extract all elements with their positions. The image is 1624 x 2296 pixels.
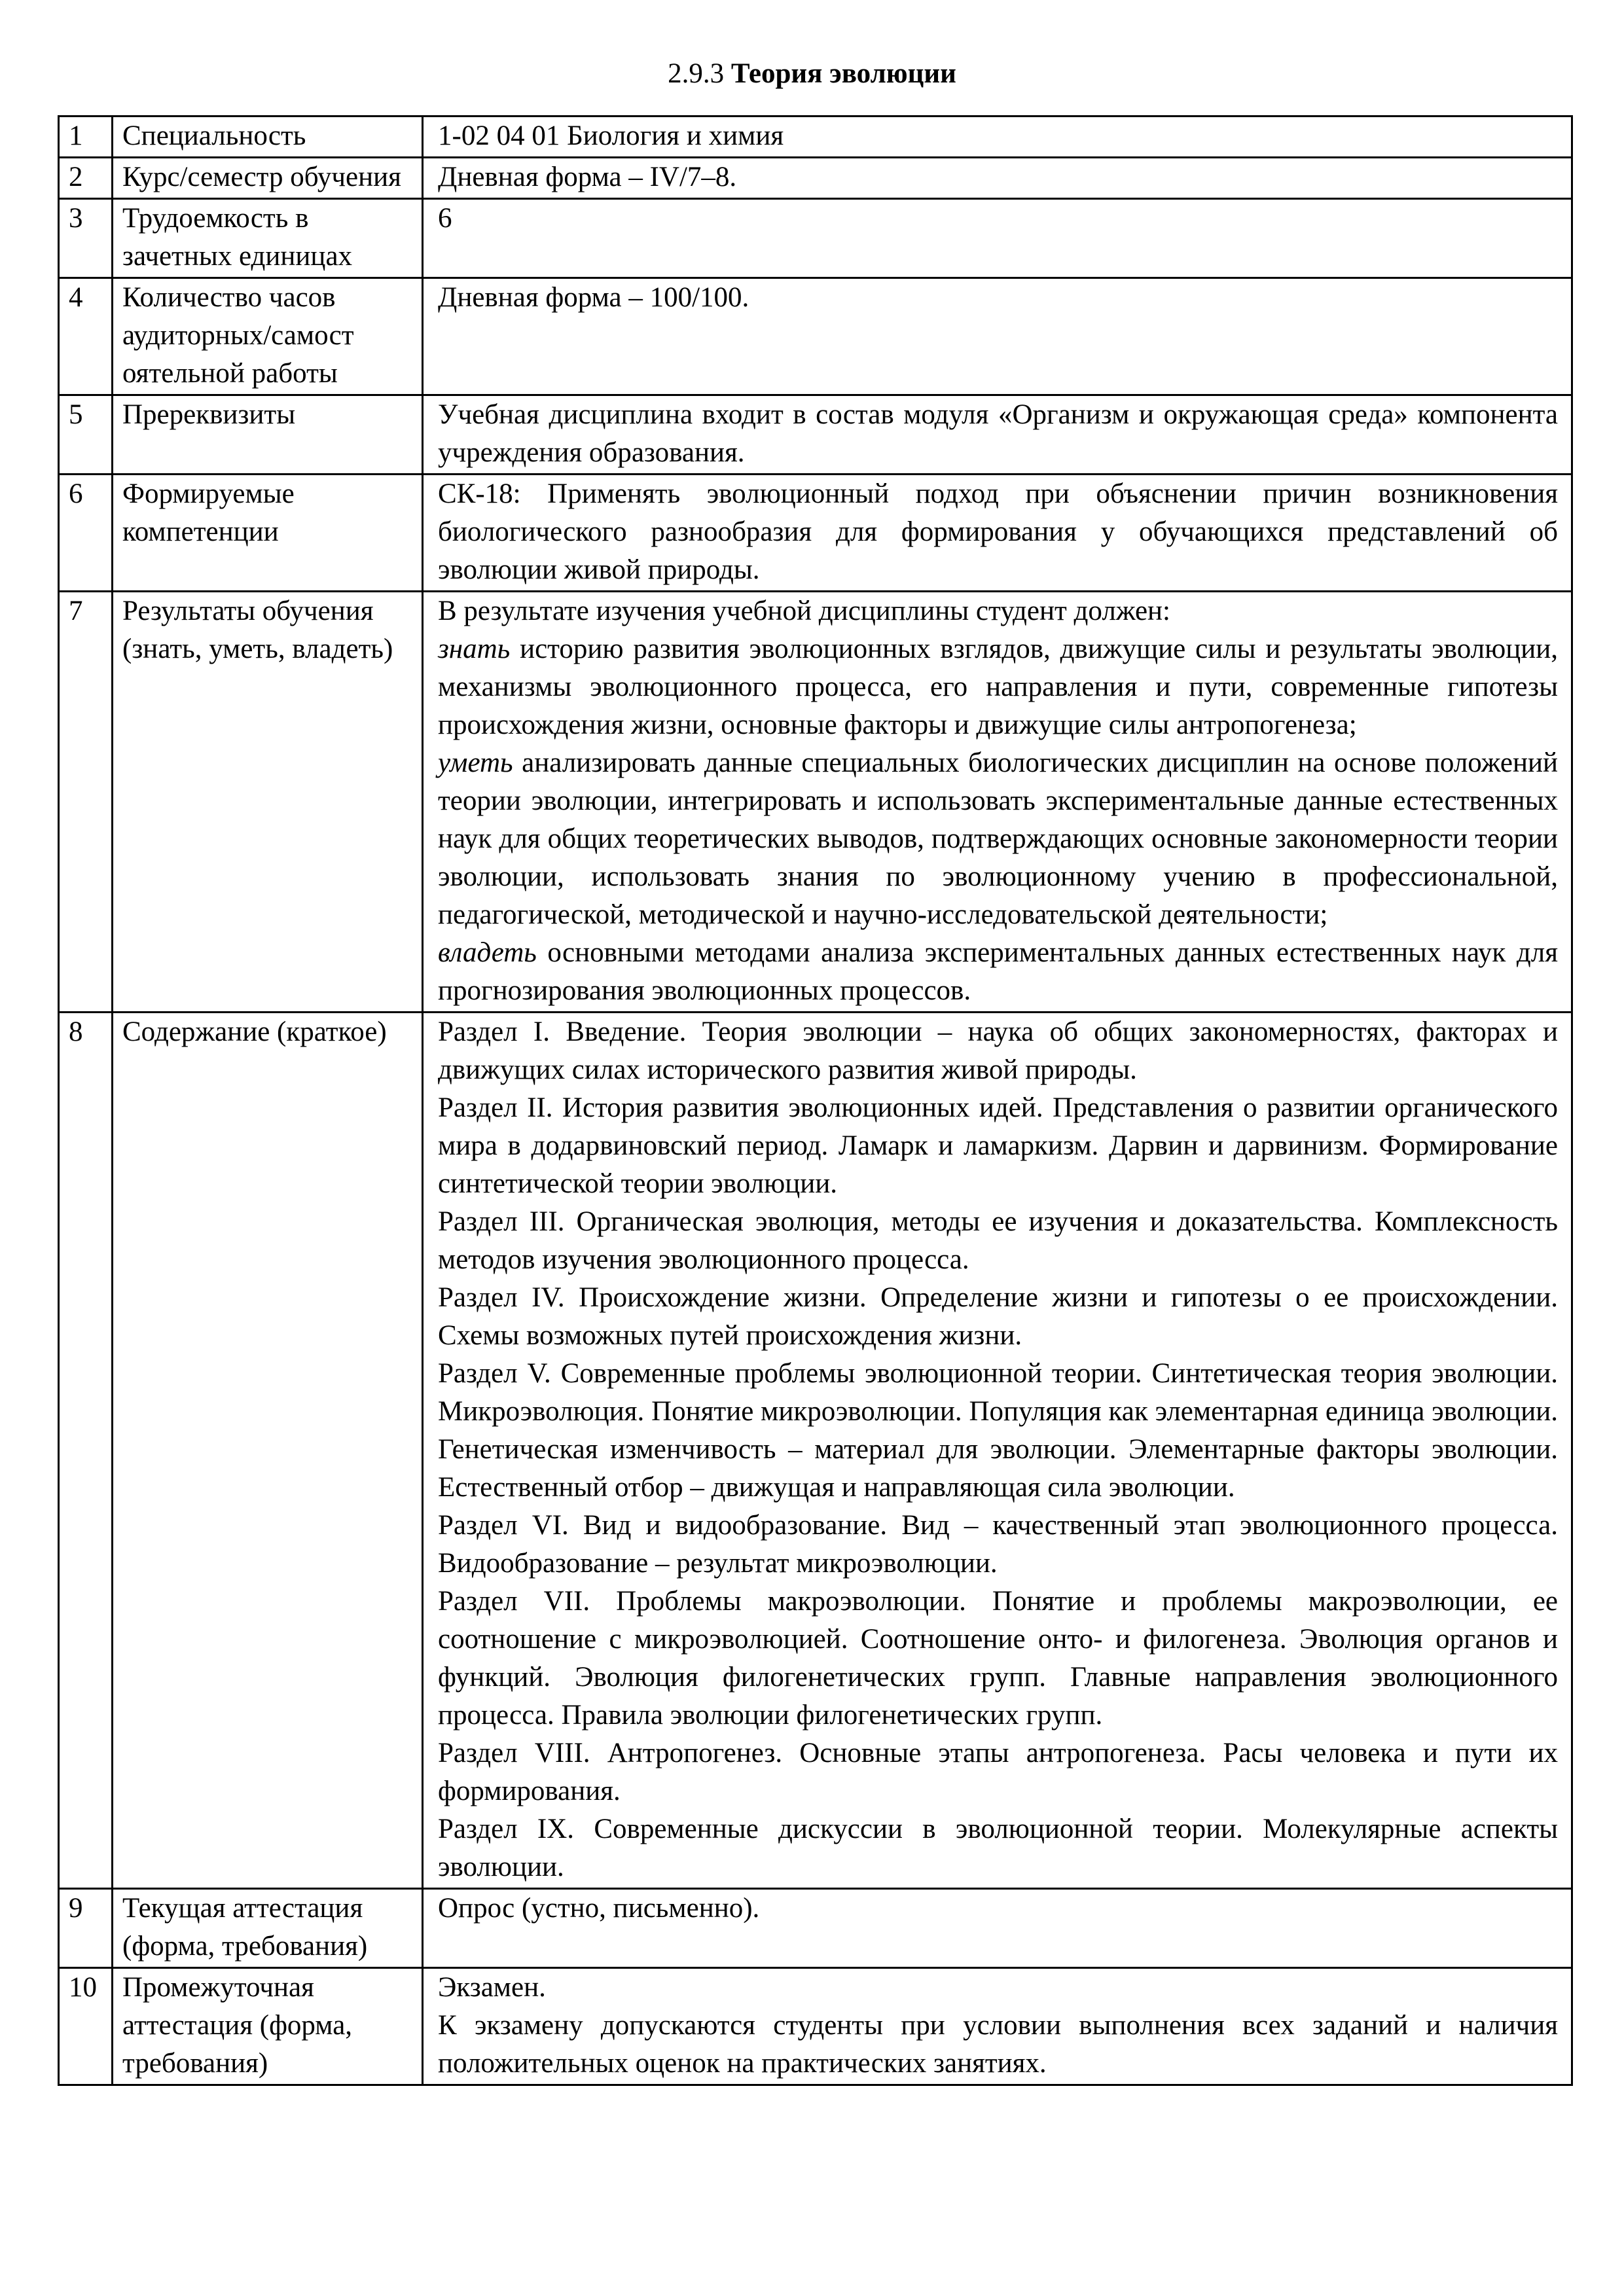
table-row	[59, 475, 1572, 592]
value-paragraph	[438, 396, 1558, 472]
lead-term: уметь	[438, 747, 513, 778]
paragraph-text: 6	[438, 203, 452, 234]
lead-term: знать	[438, 634, 511, 664]
row-number: 9	[59, 1889, 113, 1968]
row-label: Результаты обучения (знать, уметь, владеть)	[113, 592, 423, 1013]
paragraph-text: Опрос (устно, письменно).	[438, 1893, 760, 1924]
row-number: 6	[59, 475, 113, 592]
row-label: Трудоемкость в зачетных единицах	[113, 199, 423, 278]
paragraph-text: Раздел VIII. Антропогенез. Основные этапы антропогенеза. Расы человека и пути их формирования.	[438, 1738, 1558, 1806]
value-paragraph	[438, 744, 1558, 934]
value-paragraph	[438, 630, 1558, 744]
paragraph-text: К экзамену допускаются студенты при условии выполнения всех заданий и наличия положительных оценок на практических занятиях.	[438, 2010, 1558, 2079]
section-heading: Теория эволюции	[731, 58, 956, 89]
paragraph-text: Раздел IX. Современные дискуссии в эволюционной теории. Молекулярные аспекты эволюции.	[438, 1814, 1558, 1882]
paragraph-text: Учебная дисциплина входит в состав модуля «Организм и окружающая среда» компонента учреждения образования.	[438, 399, 1558, 468]
value-paragraph	[438, 1279, 1558, 1355]
table-row	[59, 395, 1572, 475]
paragraph-text: Раздел V. Современные проблемы эволюционной теории. Синтетическая теория эволюции. Микроэволюция. Понятие микроэволюции. Популяция как элементарная единица эволюции. Генетическая изменчивость – материал для эволюции. Элементарные факторы эволюции. Естественный отбор – движущая и направляющая сила эволюции.	[438, 1358, 1558, 1503]
row-number: 4	[59, 278, 113, 395]
section-number: 2.9.3	[668, 58, 725, 89]
row-value	[423, 278, 1572, 395]
row-value	[423, 475, 1572, 592]
value-paragraph	[438, 2007, 1558, 2083]
paragraph-text: Раздел VI. Вид и видообразование. Вид – качественный этап эволюционного процесса. Видообразование – результат микроэволюции.	[438, 1510, 1558, 1579]
table-row	[59, 158, 1572, 199]
row-value	[423, 1013, 1572, 1889]
row-label: Промежуточная аттестация (форма, требования)	[113, 1968, 423, 2085]
table-row	[59, 592, 1572, 1013]
value-paragraph	[438, 117, 1558, 155]
table-row	[59, 278, 1572, 395]
row-value	[423, 199, 1572, 278]
paragraph-text: Дневная форма – 100/100.	[438, 282, 749, 313]
row-label: Текущая аттестация (форма, требования)	[113, 1889, 423, 1968]
value-paragraph	[438, 1013, 1558, 1089]
value-paragraph	[438, 1355, 1558, 1507]
row-label: Содержание (краткое)	[113, 1013, 423, 1889]
row-number: 2	[59, 158, 113, 199]
value-paragraph	[438, 1507, 1558, 1583]
paragraph-text: В результате изучения учебной дисциплины студент должен:	[438, 596, 1171, 626]
section-title	[0, 55, 1624, 93]
row-number: 5	[59, 395, 113, 475]
value-paragraph	[438, 1583, 1558, 1734]
value-paragraph	[438, 1089, 1558, 1203]
value-paragraph	[438, 1810, 1558, 1886]
value-paragraph	[438, 279, 1558, 317]
paragraph-text: Раздел IV. Происхождение жизни. Определение жизни и гипотезы о ее происхождении. Схемы возможных путей происхождения жизни.	[438, 1282, 1558, 1351]
paragraph-text: СК-18: Применять эволюционный подход при объяснении причин возникновения биологического разнообразия для формирования у обучающихся представлений об эволюции живой природы.	[438, 478, 1558, 585]
value-paragraph	[438, 1203, 1558, 1279]
value-paragraph	[438, 592, 1558, 630]
paragraph-text: 1-02 04 01 Биология и химия	[438, 120, 784, 151]
table-row	[59, 117, 1572, 158]
row-value	[423, 1889, 1572, 1968]
row-number: 3	[59, 199, 113, 278]
row-number: 7	[59, 592, 113, 1013]
row-label: Пререквизиты	[113, 395, 423, 475]
paragraph-text: анализировать данные специальных биологических дисциплин на основе положений теории эволюции, интегрировать и использовать экспериментальные данные естественных наук для общих теоретических выводов, подтверждающих основные закономерности теории эволюции, использовать знания по эволюционному учению в профессиональной, педагогической, методической и научно-исследовательской деятельности;	[438, 747, 1558, 930]
row-label: Формируемые компетенции	[113, 475, 423, 592]
table-row	[59, 1013, 1572, 1889]
paragraph-text: Раздел VII. Проблемы макроэволюции. Понятие и проблемы макроэволюции, ее соотношение с микроэволюцией. Соотношение онто- и филогенеза. Эволюция органов и функций. Эволюция филогенетических групп. Главные направления эволюционного процесса. Правила эволюции филогенетических групп.	[438, 1586, 1558, 1731]
value-paragraph	[438, 1890, 1558, 1928]
paragraph-text: основными методами анализа экспериментальных данных естественных наук для прогнозирования эволюционных процессов.	[438, 937, 1558, 1006]
paragraph-text: Раздел III. Органическая эволюция, методы ее изучения и доказательства. Комплексность методов изучения эволюционного процесса.	[438, 1206, 1558, 1275]
value-paragraph	[438, 1734, 1558, 1810]
discipline-table	[58, 115, 1573, 2086]
lead-term: владеть	[438, 937, 537, 968]
table-row	[59, 199, 1572, 278]
row-label: Количество часов аудиторных/самост оятельной работы	[113, 278, 423, 395]
row-value	[423, 395, 1572, 475]
row-label: Специальность	[113, 117, 423, 158]
paragraph-text: Дневная форма – IV/7–8.	[438, 162, 737, 192]
value-paragraph	[438, 1969, 1558, 2007]
value-paragraph	[438, 200, 1558, 238]
paragraph-text: Экзамен.	[438, 1972, 546, 2003]
value-paragraph	[438, 934, 1558, 1010]
value-paragraph	[438, 158, 1558, 196]
row-number: 10	[59, 1968, 113, 2085]
paragraph-text: Раздел I. Введение. Теория эволюции – наука об общих закономерностях, факторах и движущих силах исторического развития живой природы.	[438, 1016, 1558, 1085]
paragraph-text: Раздел II. История развития эволюционных идей. Представления о развитии органического мира в додарвиновский период. Ламарк и ламаркизм. Дарвин и дарвинизм. Формирование синтетической теории эволюции.	[438, 1092, 1558, 1199]
value-paragraph	[438, 475, 1558, 589]
row-value	[423, 1968, 1572, 2085]
paragraph-text: историю развития эволюционных взглядов, движущие силы и результаты эволюции, механизмы эволюционного процесса, его направления и пути, современные гипотезы происхождения жизни, основные факторы и движущие силы антропогенеза;	[438, 634, 1558, 740]
row-value	[423, 592, 1572, 1013]
table-row	[59, 1968, 1572, 2085]
row-label: Курс/семестр обучения	[113, 158, 423, 199]
row-value	[423, 117, 1572, 158]
table-row	[59, 1889, 1572, 1968]
row-value	[423, 158, 1572, 199]
row-number: 1	[59, 117, 113, 158]
row-number: 8	[59, 1013, 113, 1889]
